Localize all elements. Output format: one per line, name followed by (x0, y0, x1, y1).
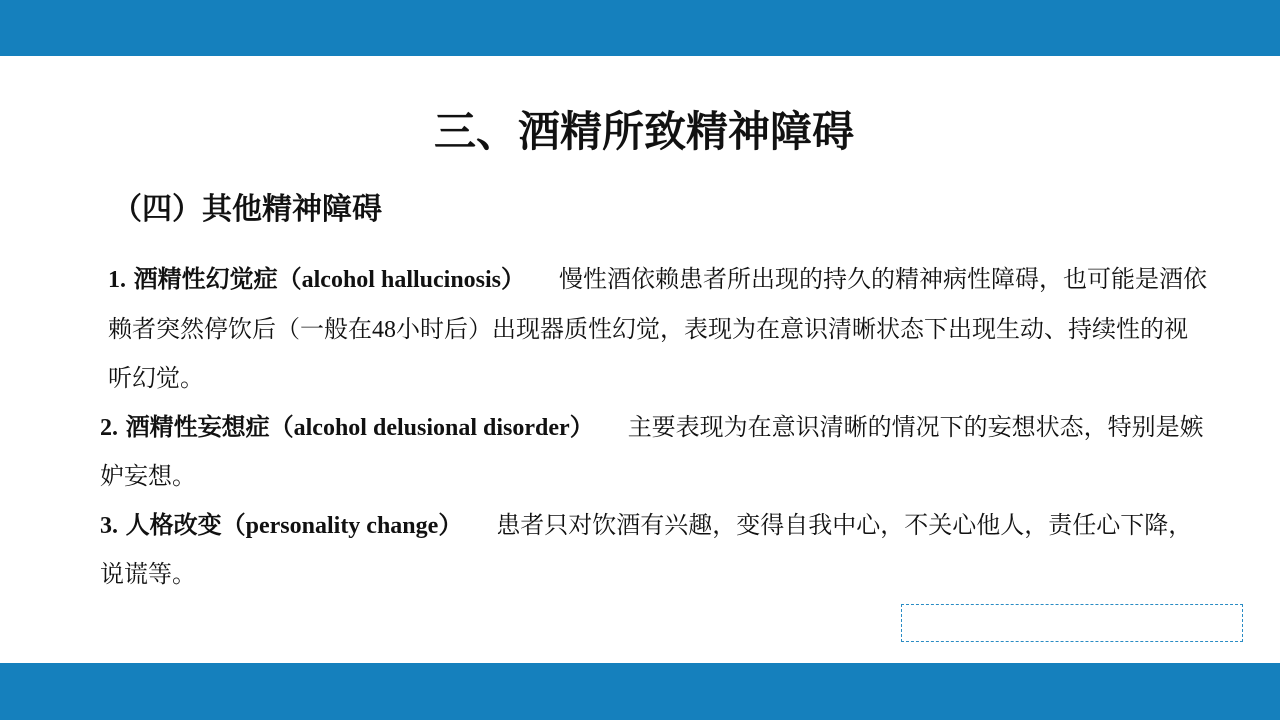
item-open-paren: （ (269, 412, 294, 441)
item-open-paren: （ (221, 510, 246, 539)
item-term: 酒精性妄想症 (125, 412, 270, 441)
slide-body (100, 255, 1210, 599)
item-close-paren: ） (501, 265, 526, 293)
top-banner (0, 0, 1280, 56)
list-item (100, 255, 1210, 403)
item-english: alcohol delusional disorder (293, 414, 570, 441)
item-open-paren: （ (277, 265, 302, 293)
empty-text-box[interactable] (901, 604, 1243, 642)
item-description: 主要表现为在意识清晰的情况下的妄想状态，特别是嫉妒妄想。 (100, 412, 1204, 490)
item-english: personality change (245, 512, 439, 539)
item-description: 慢性酒依赖患者所出现的持久的精神病性障碍，也可能是酒依赖者突然停饮后（一般在 (108, 265, 1208, 343)
item-description: 患者只对饮酒有兴趣，变得自我中心，不关心他人，责任心下降，说谎等。 (100, 510, 1193, 588)
list-item (100, 403, 1210, 501)
item-description-number: 48 (372, 316, 396, 343)
list-item (100, 501, 1210, 599)
item-term: 人格改变 (125, 510, 222, 539)
item-number: 3. (100, 512, 118, 539)
item-number: 2. (100, 414, 118, 441)
item-number: 1. (108, 267, 126, 293)
item-english: alcohol hallucinosis (301, 267, 502, 293)
section-subtitle: （四）其他精神障碍 (112, 192, 382, 227)
bottom-banner (0, 663, 1280, 720)
item-description-continued: 小时后）出现器质性幻觉，表现为在意识清晰状态下出现生动、持续性的视听幻觉。 (108, 314, 1188, 392)
slide-title: 三、酒精所致精神障碍 (433, 107, 854, 156)
item-close-paren: ） (569, 412, 594, 441)
item-close-paren: ） (438, 510, 463, 539)
item-term: 酒精性幻觉症 (133, 265, 278, 293)
